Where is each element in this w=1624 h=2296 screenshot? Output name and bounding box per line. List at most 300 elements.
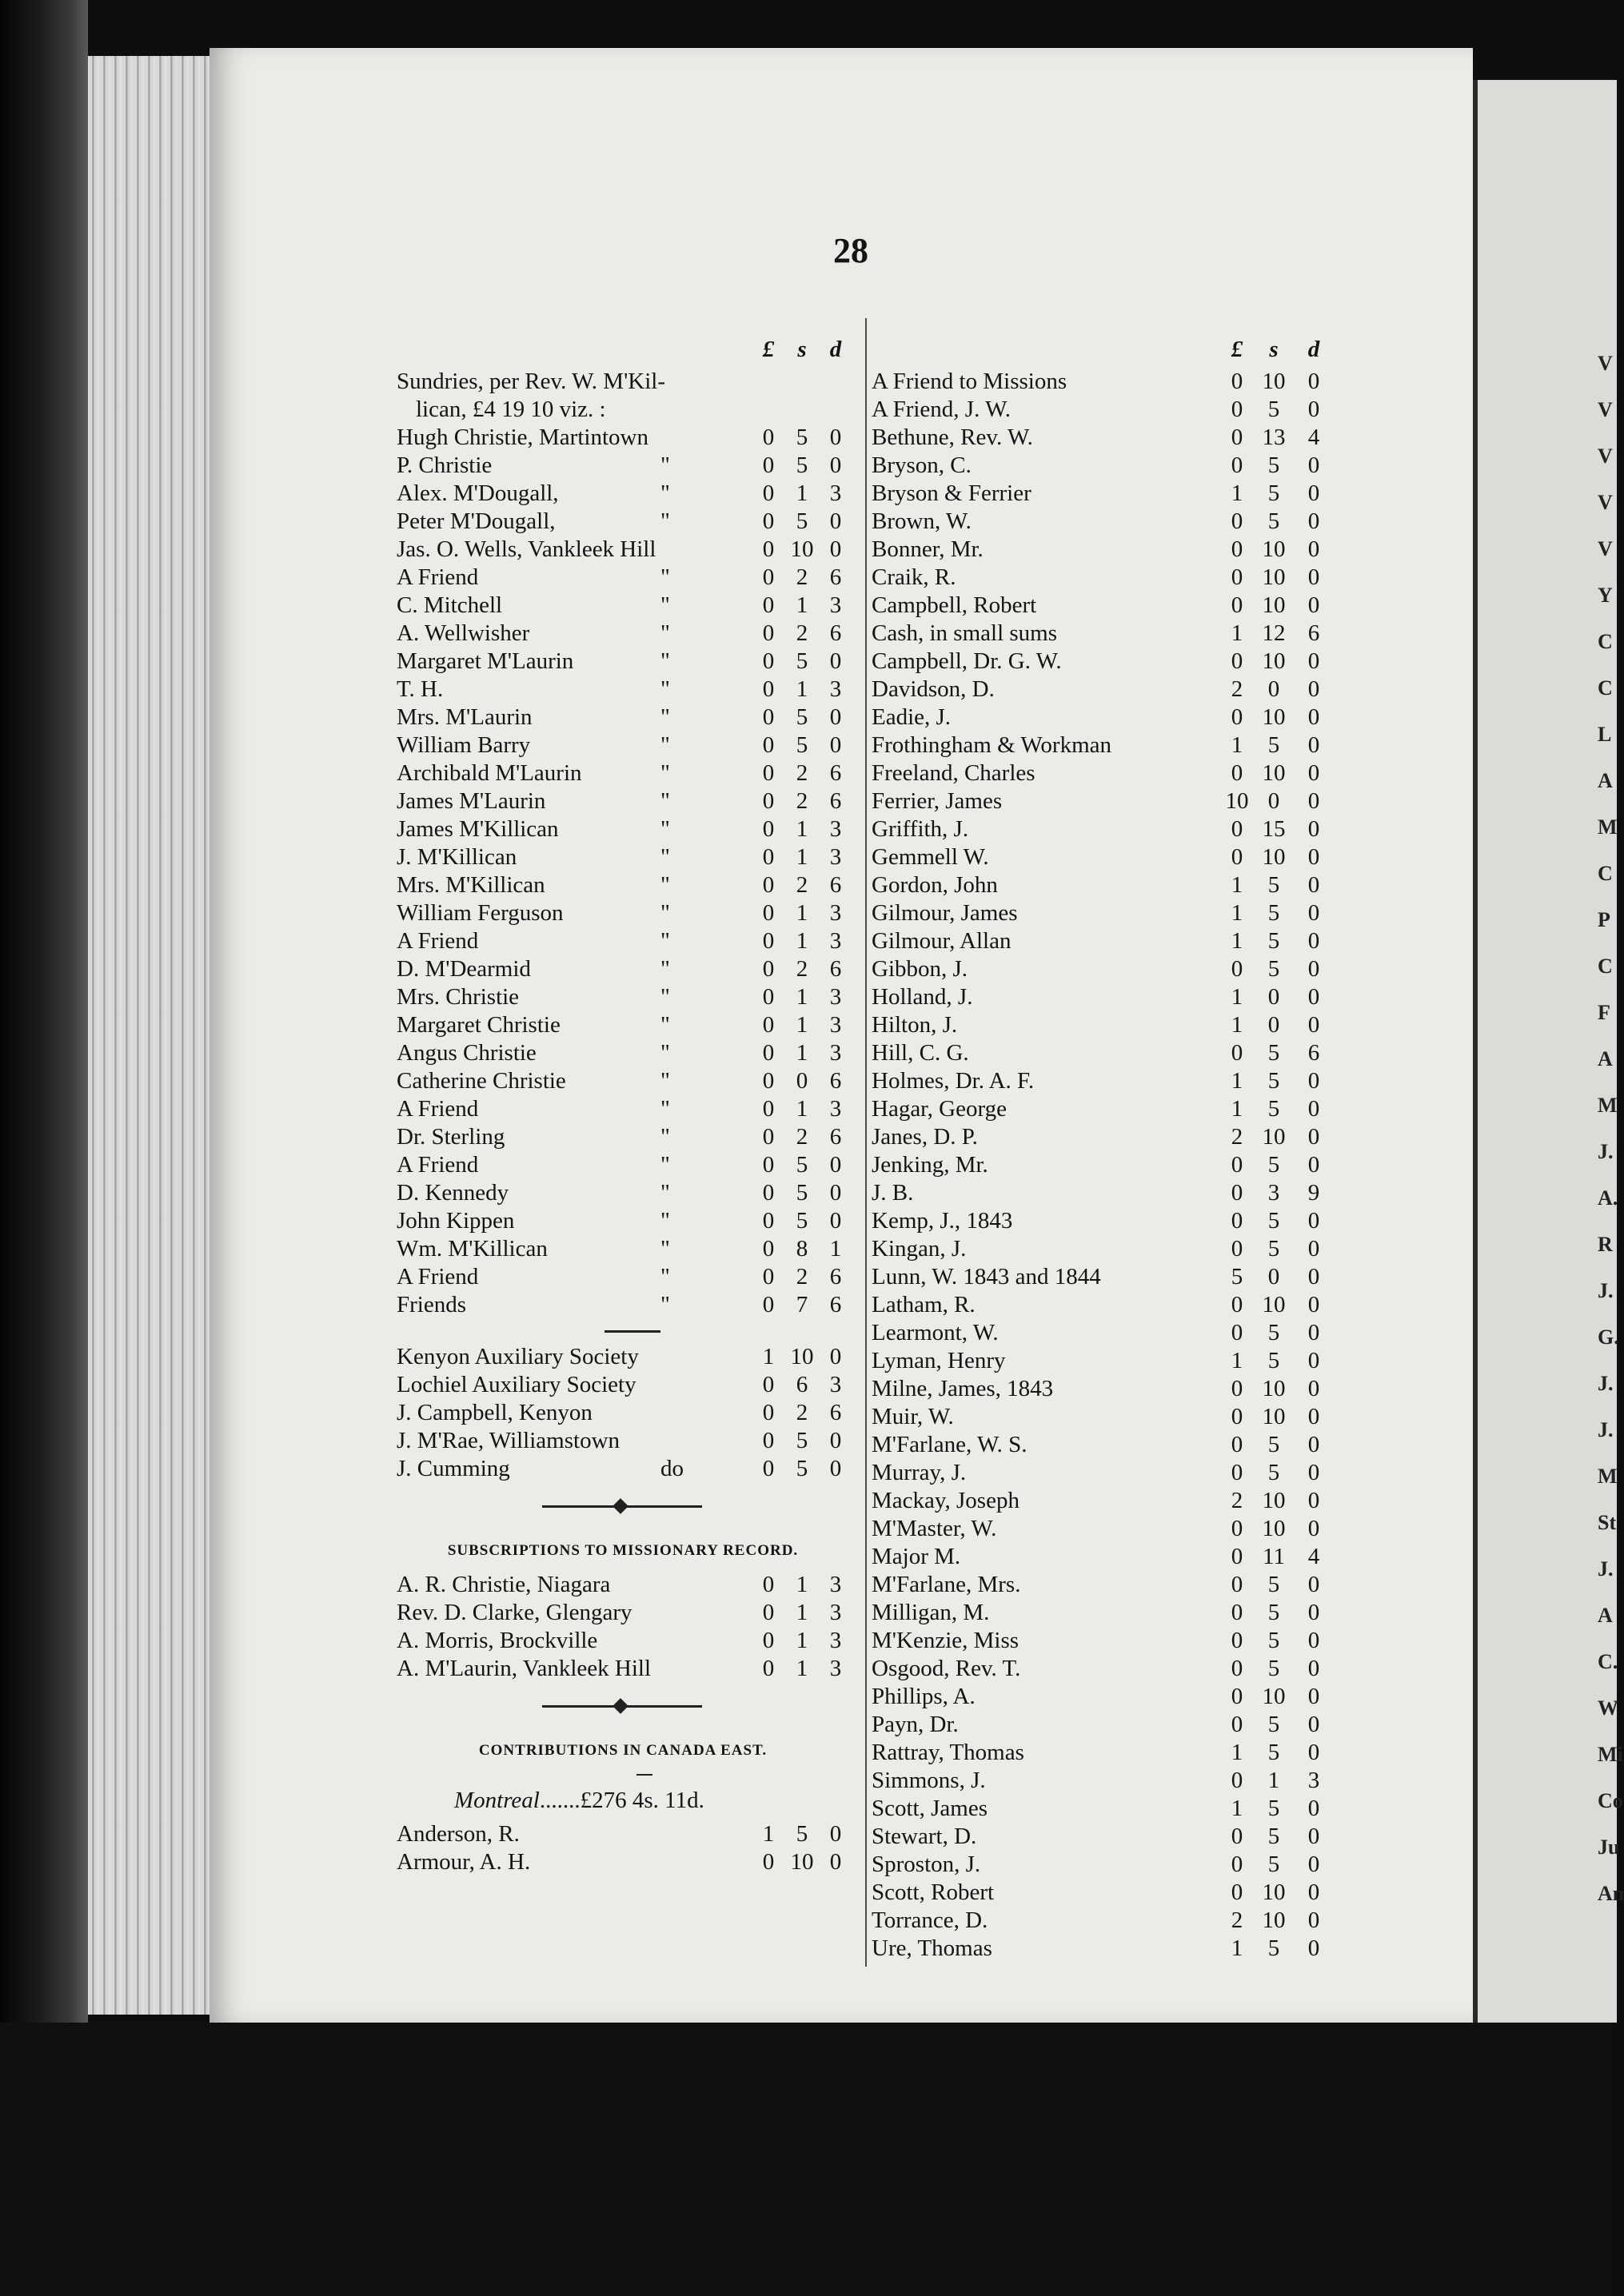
contributor-name: Rev. D. Clarke, Glengary	[397, 1600, 632, 1625]
contributor-name: Gilmour, James	[872, 900, 1018, 926]
ditto-mark: "	[660, 648, 670, 674]
shillings-value: 1	[796, 592, 808, 618]
pence-value: 0	[1307, 1488, 1320, 1513]
pounds-value: 0	[1231, 1544, 1243, 1569]
pence-value: 6	[829, 872, 842, 898]
entry-row	[397, 955, 849, 983]
facing-page-fragment: C	[1598, 630, 1613, 653]
ditto-mark: "	[660, 872, 670, 898]
pence-value: 0	[1307, 1935, 1320, 1961]
canada-list	[397, 1820, 849, 1876]
shillings-value: 5	[1267, 956, 1280, 982]
pence-value: 0	[1307, 1320, 1320, 1345]
shillings-value: 5	[1267, 872, 1280, 898]
shillings-value: 5	[1267, 1935, 1280, 1961]
entry-row	[397, 1655, 849, 1683]
contributor-name: C. Mitchell	[397, 592, 503, 618]
contributor-name: Archibald M'Laurin	[397, 760, 582, 786]
entry-row	[872, 1907, 1335, 1935]
contributor-name: Stewart, D.	[872, 1824, 977, 1849]
contributor-name: Jenking, Mr.	[872, 1152, 988, 1178]
pounds-value: 0	[762, 1040, 775, 1066]
contributor-name: P. Christie	[397, 452, 493, 478]
shillings-value: 1	[796, 1572, 808, 1597]
facing-page-fragment: P	[1598, 908, 1610, 931]
book-spine	[0, 0, 88, 2296]
ditto-mark: "	[660, 900, 670, 926]
pence-value: 0	[1307, 1152, 1320, 1178]
contributor-name: Simmons, J.	[872, 1768, 986, 1793]
entry-row	[397, 592, 849, 620]
ditto-mark: "	[660, 1208, 670, 1234]
shillings-value: 2	[796, 1400, 808, 1425]
shillings-value: 1	[796, 1040, 808, 1066]
entry-row	[872, 1347, 1335, 1375]
shillings-value: 0	[1267, 984, 1280, 1010]
entry-row	[397, 648, 849, 676]
pence-value: 3	[829, 1600, 842, 1625]
entry-row	[397, 815, 849, 843]
entry-row	[397, 1455, 849, 1483]
pounds-value: 0	[1231, 1376, 1243, 1401]
facing-page-fragment: J.	[1598, 1372, 1614, 1395]
shillings-value: 1	[796, 844, 808, 870]
shillings-value: 5	[796, 452, 808, 478]
entry-row	[397, 927, 849, 955]
pounds-value: 0	[762, 536, 775, 562]
contributor-name: Campbell, Dr. G. W.	[872, 648, 1062, 674]
pence-value: 3	[829, 1012, 842, 1038]
entry-row	[872, 1207, 1335, 1235]
sundries-intro	[397, 368, 849, 424]
pence-value: 0	[1307, 1208, 1320, 1234]
ditto-mark: "	[660, 1124, 670, 1150]
contributor-name: Armour, A. H.	[397, 1849, 531, 1875]
entry-row	[872, 620, 1335, 648]
pence-value: 0	[829, 1152, 842, 1178]
sundries-list	[397, 424, 849, 1319]
entry-row	[872, 759, 1335, 787]
contributor-name: A Friend	[397, 564, 479, 590]
entry-row	[397, 1151, 849, 1179]
facing-page-fragment: Ju	[1598, 1836, 1620, 1859]
contributor-name: Ferrier, James	[872, 788, 1003, 814]
shillings-value: 1	[796, 1628, 808, 1653]
pence-value: 6	[1307, 620, 1320, 646]
section-rule	[397, 1319, 849, 1343]
shillings-value: 10	[1262, 1292, 1286, 1317]
shillings-value: 5	[796, 648, 808, 674]
pence-value: 0	[1307, 1684, 1320, 1709]
pence-value: 0	[1307, 452, 1320, 478]
pounds-header: £	[1231, 337, 1243, 362]
contributor-name: Catherine Christie	[397, 1068, 566, 1094]
pounds-value: 0	[762, 1656, 775, 1681]
facing-page-fragment: J.	[1598, 1418, 1614, 1441]
pence-value: 0	[829, 1180, 842, 1206]
pence-value: 0	[1307, 1824, 1320, 1849]
pence-value: 0	[1307, 844, 1320, 870]
facing-page-fragment: R	[1598, 1233, 1613, 1256]
facing-page-fragment: A	[1598, 769, 1613, 792]
ditto-mark: "	[660, 1264, 670, 1290]
contributor-name: Holland, J.	[872, 984, 973, 1010]
entry-row	[872, 536, 1335, 564]
shillings-value: 1	[796, 984, 808, 1010]
entry-row	[397, 1263, 849, 1291]
contributor-name: Lyman, Henry	[872, 1348, 1006, 1373]
ditto-mark: "	[660, 928, 670, 954]
contributor-name: Lunn, W. 1843 and 1844	[872, 1264, 1101, 1290]
contributor-name: A Friend	[397, 1152, 479, 1178]
entry-row	[397, 1820, 849, 1848]
entry-row	[872, 1039, 1335, 1067]
entry-row	[872, 424, 1335, 452]
pence-value: 0	[1307, 480, 1320, 506]
pence-value: 3	[829, 480, 842, 506]
contributor-name: A Friend, J. W.	[872, 397, 1012, 422]
shillings-value: 2	[796, 564, 808, 590]
shillings-value: 5	[1267, 1852, 1280, 1877]
contributor-name: Gibbon, J.	[872, 956, 968, 982]
pounds-value: 0	[1231, 1879, 1243, 1905]
shillings-value: 10	[1262, 564, 1286, 590]
pounds-value: 0	[1231, 844, 1243, 870]
shillings-header: s	[1269, 337, 1279, 362]
entry-row	[397, 843, 849, 871]
entry-row	[397, 1123, 849, 1151]
entry-row	[872, 871, 1335, 899]
contributor-name: Kemp, J., 1843	[872, 1208, 1013, 1234]
entry-row	[872, 1935, 1335, 1963]
contributor-name: Gemmell W.	[872, 844, 989, 870]
contributor-name: Cash, in small sums	[872, 620, 1058, 646]
contributor-name: Phillips, A.	[872, 1684, 976, 1709]
pence-header: d	[1307, 337, 1320, 362]
pence-value: 0	[1307, 1404, 1320, 1429]
entry-row	[872, 1795, 1335, 1823]
contributor-name: Sproston, J.	[872, 1852, 981, 1877]
sundries-intro-line1: Sundries, per Rev. W. M'Kil-	[397, 369, 666, 394]
contributor-name: J. Campbell, Kenyon	[397, 1400, 593, 1425]
facing-page-fragment: Co	[1598, 1789, 1623, 1812]
pounds-value: 0	[762, 620, 775, 646]
shillings-value: 5	[1267, 1348, 1280, 1373]
pence-header: d	[829, 337, 842, 362]
shillings-value: 2	[796, 620, 808, 646]
contributor-name: Rattray, Thomas	[872, 1740, 1024, 1765]
shillings-value: 10	[1262, 1124, 1286, 1150]
pounds-value: 0	[762, 732, 775, 758]
contributor-name: A Friend	[397, 1264, 479, 1290]
shillings-value: 5	[796, 425, 808, 450]
contributor-name: Ure, Thomas	[872, 1935, 992, 1961]
entry-row	[397, 1011, 849, 1039]
pence-value: 0	[1307, 1572, 1320, 1597]
shillings-value: 5	[1267, 1600, 1280, 1625]
entry-row	[397, 564, 849, 592]
entry-row	[872, 1123, 1335, 1151]
ornament-divider	[397, 1683, 849, 1731]
facing-page-fragment: Mi	[1598, 1743, 1623, 1766]
sundries-intro-line2: lican, £4 19 10 viz. :	[416, 397, 606, 422]
pence-value: 4	[1307, 425, 1320, 450]
shillings-value: 5	[1267, 732, 1280, 758]
shillings-value: 2	[796, 1124, 808, 1150]
ditto-mark: "	[660, 704, 670, 730]
shillings-value: 1	[796, 676, 808, 702]
pounds-value: 0	[762, 648, 775, 674]
shillings-value: 10	[1262, 760, 1286, 786]
entry-row	[872, 1263, 1335, 1291]
contributor-name: Mrs. M'Laurin	[397, 704, 533, 730]
shillings-value: 10	[1262, 1879, 1286, 1905]
contributor-name: T. H.	[397, 676, 444, 702]
entry-row	[872, 955, 1335, 983]
pence-value: 0	[1307, 928, 1320, 954]
entry-row	[872, 1683, 1335, 1711]
record-list	[397, 1571, 849, 1683]
contributor-name: Janes, D. P.	[872, 1124, 978, 1150]
pence-value: 0	[1307, 1432, 1320, 1457]
shillings-value: 10	[1262, 592, 1286, 618]
pounds-value: 0	[762, 480, 775, 506]
facing-page-fragment: St	[1598, 1511, 1617, 1534]
entry-row	[872, 843, 1335, 871]
shillings-value: 5	[1267, 480, 1280, 506]
entry-row	[397, 899, 849, 927]
ditto-mark: "	[660, 760, 670, 786]
contributor-name: Margaret M'Laurin	[397, 648, 574, 674]
shillings-value: 10	[1262, 648, 1286, 674]
auxiliary-list	[397, 1343, 849, 1483]
pounds-value: 0	[1231, 1712, 1243, 1737]
entry-row	[872, 564, 1335, 592]
pounds-value: 0	[1231, 536, 1243, 562]
facing-page-fragment: V	[1598, 444, 1613, 468]
contributor-name: Brown, W.	[872, 508, 972, 534]
pounds-value: 0	[762, 508, 775, 534]
contributor-name: Osgood, Rev. T.	[872, 1656, 1021, 1681]
pence-value: 0	[829, 508, 842, 534]
facing-page-fragment: A.	[1598, 1186, 1618, 1210]
contributor-name: A Friend to Missions	[872, 369, 1067, 394]
pence-value: 3	[829, 592, 842, 618]
entry-row	[872, 1403, 1335, 1431]
entry-row	[872, 1711, 1335, 1739]
entry-row	[397, 1179, 849, 1207]
entry-row	[397, 1235, 849, 1263]
entry-row	[397, 759, 849, 787]
shillings-value: 2	[796, 1264, 808, 1290]
facing-page-fragment: V	[1598, 352, 1613, 375]
ditto-mark: "	[660, 732, 670, 758]
entry-row	[397, 452, 849, 480]
pounds-value: 1	[1231, 480, 1243, 506]
pounds-value: 0	[1231, 1208, 1243, 1234]
facing-page-fragment: W	[1598, 1696, 1618, 1720]
pounds-value: 1	[1231, 1012, 1243, 1038]
contributor-name: Mrs. M'Killican	[397, 872, 545, 898]
entry-row	[872, 1739, 1335, 1767]
pence-value: 0	[1307, 1628, 1320, 1653]
pounds-value: 1	[762, 1344, 775, 1369]
shillings-value: 1	[796, 1600, 808, 1625]
pounds-value: 1	[1231, 1348, 1243, 1373]
contributor-name: Learmont, W.	[872, 1320, 999, 1345]
pounds-value: 5	[1231, 1264, 1243, 1290]
shillings-value: 5	[1267, 1628, 1280, 1653]
shillings-value: 5	[1267, 1796, 1280, 1821]
entry-row	[397, 1343, 849, 1371]
entry-row	[397, 1848, 849, 1876]
pence-value: 6	[829, 1124, 842, 1150]
pence-value: 3	[829, 1628, 842, 1653]
pence-value: 0	[1307, 369, 1320, 394]
pounds-value: 0	[1231, 397, 1243, 422]
entry-row	[872, 1431, 1335, 1459]
pence-value: 0	[1307, 1264, 1320, 1290]
contributor-name: Hilton, J.	[872, 1012, 958, 1038]
pence-value: 1	[829, 1236, 842, 1262]
pence-value: 0	[1307, 1879, 1320, 1905]
shillings-value: 1	[796, 1656, 808, 1681]
shillings-value: 1	[796, 1012, 808, 1038]
pence-value: 0	[1307, 1376, 1320, 1401]
left-column	[397, 336, 849, 1876]
pence-value: 6	[829, 760, 842, 786]
ditto-mark: "	[660, 1180, 670, 1206]
pence-value: 3	[1307, 1768, 1320, 1793]
entry-row	[872, 1599, 1335, 1627]
record-heading: SUBSCRIPTIONS TO MISSIONARY RECORD.	[447, 1542, 799, 1559]
pounds-value: 0	[1231, 1404, 1243, 1429]
pence-value: 0	[829, 536, 842, 562]
shillings-value: 5	[796, 1428, 808, 1453]
pounds-value: 0	[762, 956, 775, 982]
entry-row	[397, 536, 849, 564]
entry-row	[872, 787, 1335, 815]
shillings-value: 5	[1267, 1460, 1280, 1485]
contributor-name: Hugh Christie, Martintown	[397, 425, 648, 450]
shillings-value: 13	[1262, 425, 1286, 450]
entry-row	[397, 480, 849, 508]
contributor-name: D. Kennedy	[397, 1180, 509, 1206]
pounds-value: 0	[1231, 760, 1243, 786]
contributor-name: William Ferguson	[397, 900, 564, 926]
entry-row	[872, 1151, 1335, 1179]
entry-row	[872, 1095, 1335, 1123]
pounds-value: 0	[762, 788, 775, 814]
pence-value: 6	[829, 1400, 842, 1425]
contributor-name: Holmes, Dr. A. F.	[872, 1068, 1035, 1094]
shillings-value: 15	[1262, 816, 1286, 842]
contributor-name: M'Master, W.	[872, 1516, 997, 1541]
pounds-value: 0	[762, 1600, 775, 1625]
shillings-value: 1	[796, 928, 808, 954]
pence-value: 6	[829, 620, 842, 646]
pence-value: 0	[1307, 1096, 1320, 1122]
currency-header	[872, 336, 1335, 368]
pence-value: 0	[1307, 872, 1320, 898]
contributor-name: D. M'Dearmid	[397, 956, 531, 982]
facing-page-fragment: A	[1598, 1047, 1613, 1070]
contributor-name: Bethune, Rev. W.	[872, 425, 1033, 450]
contributor-name: Gordon, John	[872, 872, 998, 898]
shillings-value: 10	[1262, 1516, 1286, 1541]
pounds-value: 0	[1231, 1460, 1243, 1485]
pence-value: 0	[1307, 648, 1320, 674]
shillings-value: 12	[1262, 620, 1286, 646]
pounds-value: 0	[1231, 452, 1243, 478]
contributor-name: J. M'Killican	[397, 844, 517, 870]
entry-row	[872, 1179, 1335, 1207]
shillings-value: 5	[1267, 928, 1280, 954]
contributor-name: A. R. Christie, Niagara	[397, 1572, 611, 1597]
pounds-value: 1	[1231, 1740, 1243, 1765]
montreal-place: Montreal	[454, 1788, 540, 1813]
shillings-value: 5	[1267, 1712, 1280, 1737]
pence-value: 0	[1307, 397, 1320, 422]
ditto-mark: "	[660, 676, 670, 702]
pounds-value: 0	[1231, 1684, 1243, 1709]
pounds-value: 0	[762, 704, 775, 730]
pence-value: 0	[829, 425, 842, 450]
pounds-value: 0	[1231, 956, 1243, 982]
shillings-value: 5	[1267, 1320, 1280, 1345]
ditto-mark: "	[660, 816, 670, 842]
pence-value: 6	[829, 1068, 842, 1094]
contributor-name: Eadie, J.	[872, 704, 952, 730]
contributor-name: J. B.	[872, 1180, 914, 1206]
ditto-mark: "	[660, 1012, 670, 1038]
pounds-value: 0	[1231, 1516, 1243, 1541]
ditto-mark: do	[660, 1456, 684, 1481]
shillings-value: 10	[790, 1344, 814, 1369]
pounds-value: 0	[762, 872, 775, 898]
contributor-name: M'Farlane, Mrs.	[872, 1572, 1021, 1597]
pence-value: 3	[829, 900, 842, 926]
entry-row	[872, 592, 1335, 620]
pounds-value: 0	[762, 1372, 775, 1397]
ditto-mark: "	[660, 1068, 670, 1094]
pence-value: 0	[1307, 508, 1320, 534]
entry-row	[872, 1851, 1335, 1879]
facing-page-fragment: G.	[1598, 1325, 1619, 1349]
pounds-value: 0	[1231, 1040, 1243, 1066]
shillings-value: 5	[1267, 1096, 1280, 1122]
entry-row	[872, 1515, 1335, 1543]
pounds-value: 0	[762, 816, 775, 842]
pounds-value: 2	[1231, 1124, 1243, 1150]
contributor-name: Milligan, M.	[872, 1600, 990, 1625]
contributor-name: Freeland, Charles	[872, 760, 1035, 786]
ornament-divider	[397, 1483, 849, 1531]
facing-page-fragment: A	[1598, 1604, 1613, 1627]
pounds-value: 0	[762, 564, 775, 590]
entry-row	[397, 1427, 849, 1455]
contributor-name: Craik, R.	[872, 564, 956, 590]
ditto-mark: "	[660, 1292, 670, 1317]
pounds-value: 0	[762, 928, 775, 954]
shillings-value: 5	[1267, 1236, 1280, 1262]
shillings-value: 5	[1267, 508, 1280, 534]
contributor-name: Murray, J.	[872, 1460, 967, 1485]
ditto-mark: "	[660, 508, 670, 534]
pounds-value: 0	[1231, 648, 1243, 674]
shillings-value: 5	[1267, 1432, 1280, 1457]
entry-row	[397, 871, 849, 899]
